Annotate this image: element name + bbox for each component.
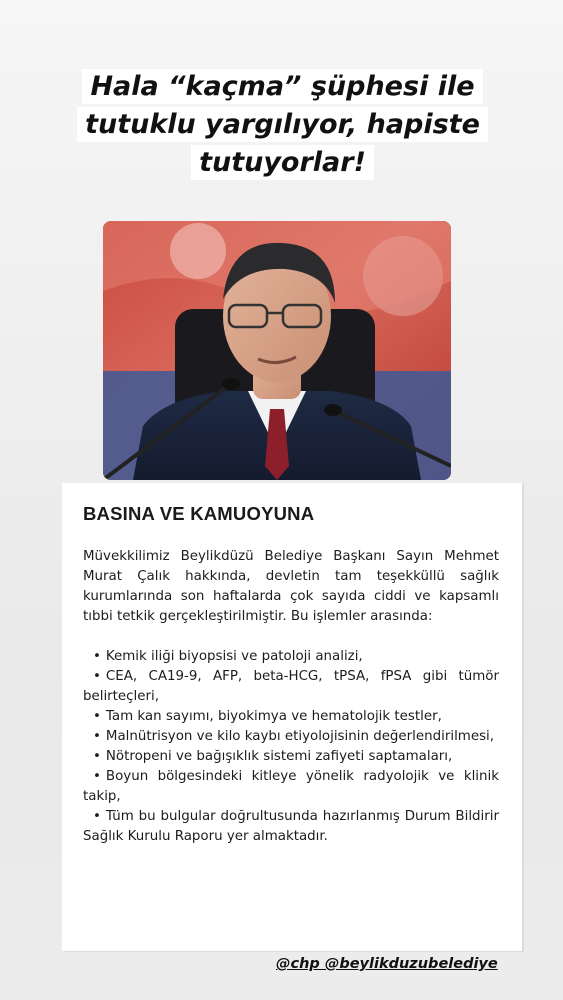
social-handles[interactable]: @chp @beylikduzubelediye [276, 956, 498, 972]
list-item [83, 807, 499, 847]
bullet: • [93, 749, 101, 764]
press-statement-card [62, 483, 522, 951]
list-item [83, 647, 499, 667]
bullet: • [93, 809, 101, 824]
headline [50, 68, 515, 182]
bullet: • [93, 649, 101, 664]
statement-body [83, 547, 499, 847]
list-item [83, 707, 499, 727]
list-item-text: Malnütrisyon ve kilo kaybı etiyolojisinin değerlendirilmesi, [105, 729, 495, 744]
headline-text: Hala “kaçma” şüphesi ile tutuklu yargılıyor, hapiste tutuyorlar! [77, 69, 488, 180]
list-item-text: Boyun bölgesindeki kitleye yönelik radyolojik ve klinik takip, [83, 769, 499, 804]
bullet: • [93, 729, 101, 744]
statement-intro: Müvekkilimiz Beylikdüzü Belediye Başkanı Sayın Mehmet Murat Çalık hakkında, devletin tam teşekküllü sağlık kurumlarında son haftalarda çok sayıda ciddi ve kapsamlı tıbbi tetkik gerçekleştirilmiştir. Bu işlemler arasında: [83, 549, 499, 624]
news-photo [103, 221, 451, 480]
list-item [83, 747, 499, 767]
list-item-text: CEA, CA19-9, AFP, beta-HCG, tPSA, fPSA gibi tümör belirteçleri, [83, 669, 499, 704]
bullet: • [93, 669, 101, 684]
speaker-photo-illustration [103, 221, 451, 480]
list-item-text: Tam kan sayımı, biyokimya ve hematolojik testler, [105, 709, 442, 724]
list-item-text: Nötropeni ve bağışıklık sistemi zafiyeti saptamaları, [105, 749, 453, 764]
bullet: • [93, 709, 101, 724]
test-list [83, 647, 499, 847]
bullet: • [93, 769, 101, 784]
statement-title: BASINA VE KAMUOYUNA [83, 503, 315, 524]
list-item [83, 727, 499, 747]
list-item [83, 667, 499, 707]
list-item-text: Tüm bu bulgular doğrultusunda hazırlanmış Durum Bildirir Sağlık Kurulu Raporu yer almaktadır. [83, 809, 499, 844]
list-item-text: Kemik iliği biyopsisi ve patoloji analizi, [105, 649, 363, 664]
list-item [83, 767, 499, 807]
